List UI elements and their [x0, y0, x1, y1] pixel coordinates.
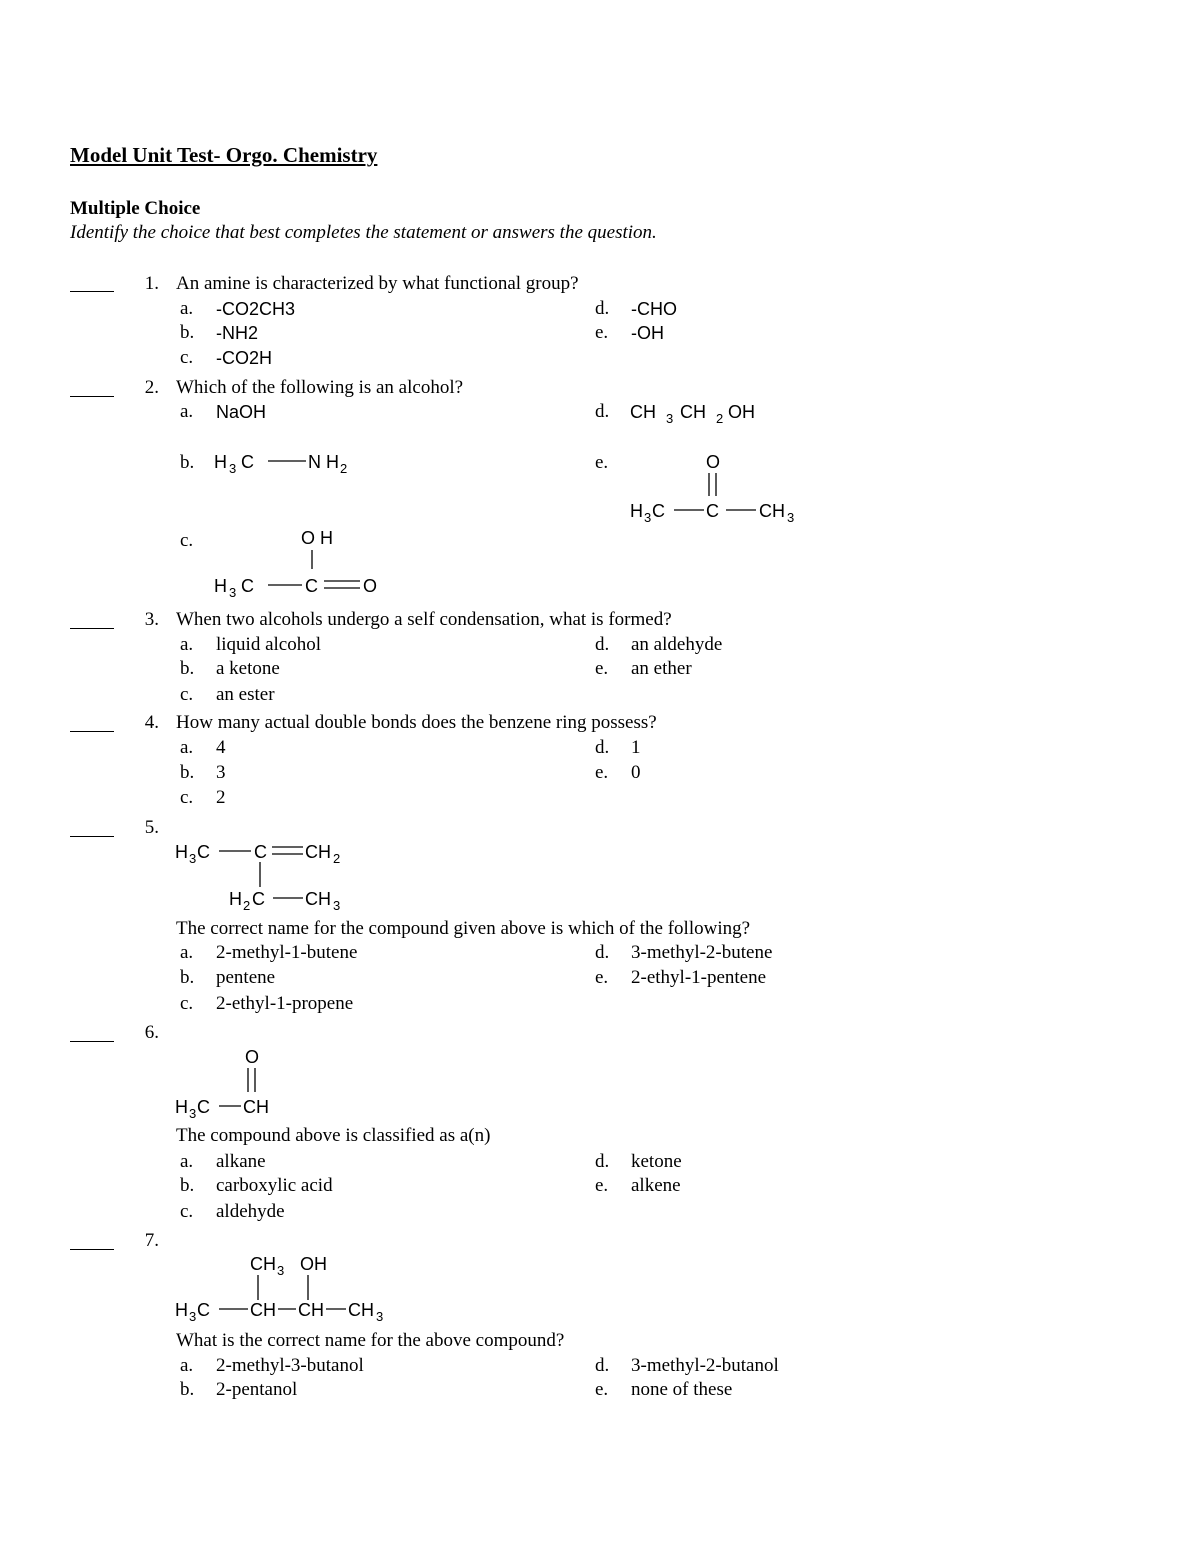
- subscript: 3: [376, 1309, 384, 1324]
- choice-text: -CO2CH3: [216, 299, 296, 319]
- atom-label: C: [706, 501, 719, 521]
- subscript: 3: [229, 585, 237, 600]
- choice-letter: d.: [595, 1355, 610, 1376]
- atom-label: H: [175, 1300, 188, 1320]
- choice-text: carboxylic acid: [216, 1175, 333, 1196]
- choice-letter: b.: [180, 967, 195, 988]
- atom-label: O H: [301, 528, 334, 548]
- choice-letter: d.: [595, 634, 610, 655]
- choice-letter: a.: [180, 298, 194, 319]
- choice-text: 2-methyl-3-butanol: [216, 1355, 364, 1376]
- choice-letter: e.: [595, 452, 609, 473]
- choice-text: NaOH: [216, 402, 267, 422]
- atom-label: O: [245, 1047, 260, 1067]
- choice-letter: b.: [180, 658, 195, 679]
- atom-label: C: [197, 842, 210, 862]
- choice-text: -NH2: [216, 323, 259, 343]
- subscript: 3: [644, 510, 652, 525]
- choice-text: 2-pentanol: [216, 1379, 298, 1400]
- structure-q7: [175, 1250, 405, 1330]
- subscript: 3: [229, 461, 237, 476]
- answer-blank-q7[interactable]: [70, 1249, 114, 1250]
- choice-letter: d.: [595, 737, 610, 758]
- choice-letter: e.: [595, 967, 609, 988]
- question-number: 6.: [144, 1022, 159, 1043]
- atom-label: H: [175, 1097, 188, 1117]
- answer-blank-q5[interactable]: [70, 836, 114, 837]
- subscript: 3: [189, 1309, 197, 1324]
- choice-letter: a.: [180, 737, 194, 758]
- atom-label: OH: [728, 402, 755, 422]
- choice-text: 2-methyl-1-butene: [216, 942, 358, 963]
- atom-label: C: [652, 501, 665, 521]
- choice-letter: c.: [180, 993, 194, 1014]
- question-stem: Which of the following is an alcohol?: [176, 377, 464, 398]
- answer-blank-q3[interactable]: [70, 628, 114, 629]
- choice-letter: c.: [180, 347, 194, 368]
- section-heading: Multiple Choice: [70, 198, 201, 219]
- question-number: 2.: [144, 377, 159, 398]
- choice-letter: b.: [180, 1379, 195, 1400]
- choice-letter: a.: [180, 1355, 194, 1376]
- choice-text: 3-methyl-2-butanol: [631, 1355, 779, 1376]
- atom-label: C: [197, 1300, 210, 1320]
- choice-letter: e.: [595, 762, 609, 783]
- choice-text: 4: [216, 737, 226, 758]
- choice-letter: a.: [180, 942, 194, 963]
- choice-letter: a.: [180, 1151, 194, 1172]
- structure-hydroxy-carbonyl: [214, 526, 384, 598]
- choice-text: pentene: [216, 967, 276, 988]
- structure-q5: [175, 838, 375, 918]
- subscript: 3: [333, 898, 341, 913]
- choice-text: a ketone: [216, 658, 280, 679]
- atom-label: N H: [308, 452, 339, 472]
- choice-letter: b.: [180, 322, 195, 343]
- choice-text: 2-ethyl-1-propene: [216, 993, 354, 1014]
- choice-letter: b.: [180, 762, 195, 783]
- subscript: 3: [666, 411, 674, 426]
- atom-label: CH: [305, 889, 331, 909]
- choice-letter: e.: [595, 1379, 609, 1400]
- choice-text: none of these: [631, 1379, 733, 1400]
- choice-text: -OH: [631, 323, 664, 343]
- question-number: 7.: [144, 1230, 159, 1251]
- atom-label: CH: [759, 501, 785, 521]
- choice-letter: e.: [595, 322, 609, 343]
- atom-label: CH: [630, 402, 656, 422]
- question-stem: When two alcohols undergo a self condensation, what is formed?: [176, 609, 672, 630]
- atom-label: H: [214, 452, 227, 472]
- choice-text: an aldehyde: [631, 634, 723, 655]
- choice-letter: d.: [595, 401, 610, 422]
- choice-text: alkane: [216, 1151, 266, 1172]
- choice-letter: e.: [595, 658, 609, 679]
- atom-label: CH: [250, 1254, 276, 1274]
- atom-label: H: [214, 576, 227, 596]
- choice-text: 2-ethyl-1-pentene: [631, 967, 767, 988]
- subscript: 3: [277, 1263, 285, 1278]
- choice-text: -CHO: [631, 299, 677, 319]
- atom-label: CH: [243, 1097, 269, 1117]
- subscript: 2: [716, 411, 724, 426]
- structure-methylamine: [214, 448, 364, 480]
- subscript: 3: [189, 851, 197, 866]
- page-title: Model Unit Test- Orgo. Chemistry: [70, 143, 378, 167]
- choice-text: liquid alcohol: [216, 634, 322, 655]
- choice-text: 3-methyl-2-butene: [631, 942, 773, 963]
- choice-text: -CO2H: [216, 348, 273, 368]
- subscript: 2: [340, 461, 348, 476]
- atom-label: C: [254, 842, 267, 862]
- question-number: 1.: [144, 273, 159, 294]
- atom-label: CH: [680, 402, 706, 422]
- question-number: 3.: [144, 609, 159, 630]
- structure-ethanol: [630, 398, 770, 428]
- question-stem: How many actual double bonds does the benzene ring possess?: [176, 712, 657, 733]
- subscript: 3: [189, 1106, 197, 1121]
- atom-label: CH: [305, 842, 331, 862]
- atom-label: C: [305, 576, 318, 596]
- question-number: 4.: [144, 712, 159, 733]
- subscript: 3: [787, 510, 795, 525]
- atom-label: C: [252, 889, 265, 909]
- choice-letter: d.: [595, 942, 610, 963]
- choice-text: an ester: [216, 684, 275, 705]
- atom-label: O: [363, 576, 378, 596]
- subscript: 2: [333, 851, 341, 866]
- choice-text: 0: [631, 762, 641, 783]
- choice-letter: c.: [180, 530, 194, 551]
- choice-letter: d.: [595, 298, 610, 319]
- answer-blank-q4[interactable]: [70, 731, 114, 732]
- choice-letter: d.: [595, 1151, 610, 1172]
- atom-label: C: [197, 1097, 210, 1117]
- structure-acetone: [630, 448, 810, 528]
- question-number: 5.: [144, 817, 159, 838]
- choice-text: ketone: [631, 1151, 682, 1172]
- atom-label: CH: [250, 1300, 276, 1320]
- structure-acetaldehyde: [175, 1043, 295, 1119]
- choice-letter: a.: [180, 401, 194, 422]
- atom-label: H: [229, 889, 242, 909]
- choice-text: 3: [216, 762, 226, 783]
- answer-blank-q2[interactable]: [70, 396, 114, 397]
- choice-text: 2: [216, 787, 226, 808]
- subscript: 2: [243, 898, 251, 913]
- question-stem: What is the correct name for the above compound?: [176, 1330, 565, 1351]
- choice-letter: b.: [180, 452, 195, 473]
- atom-label: CH: [348, 1300, 374, 1320]
- atom-label: H: [630, 501, 643, 521]
- choice-letter: c.: [180, 787, 194, 808]
- choice-letter: c.: [180, 1201, 194, 1222]
- choice-letter: b.: [180, 1175, 195, 1196]
- atom-label: C: [241, 576, 254, 596]
- choice-letter: a.: [180, 634, 194, 655]
- atom-label: OH: [300, 1254, 327, 1274]
- choice-letter: e.: [595, 1175, 609, 1196]
- question-stem: The compound above is classified as a(n): [176, 1125, 491, 1146]
- choice-text: 1: [631, 737, 641, 758]
- question-stem: An amine is characterized by what functional group?: [176, 273, 579, 294]
- answer-blank-q1[interactable]: [70, 291, 114, 292]
- instructions: Identify the choice that best completes the statement or answers the question.: [70, 222, 657, 243]
- choice-text: an ether: [631, 658, 692, 679]
- atom-label: H: [175, 842, 188, 862]
- answer-blank-q6[interactable]: [70, 1041, 114, 1042]
- choice-letter: c.: [180, 684, 194, 705]
- choice-text: aldehyde: [216, 1201, 285, 1222]
- choice-text: alkene: [631, 1175, 681, 1196]
- atom-label: O: [706, 452, 721, 472]
- question-stem: The correct name for the compound given above is which of the following?: [176, 918, 751, 939]
- atom-label: C: [241, 452, 254, 472]
- atom-label: CH: [298, 1300, 324, 1320]
